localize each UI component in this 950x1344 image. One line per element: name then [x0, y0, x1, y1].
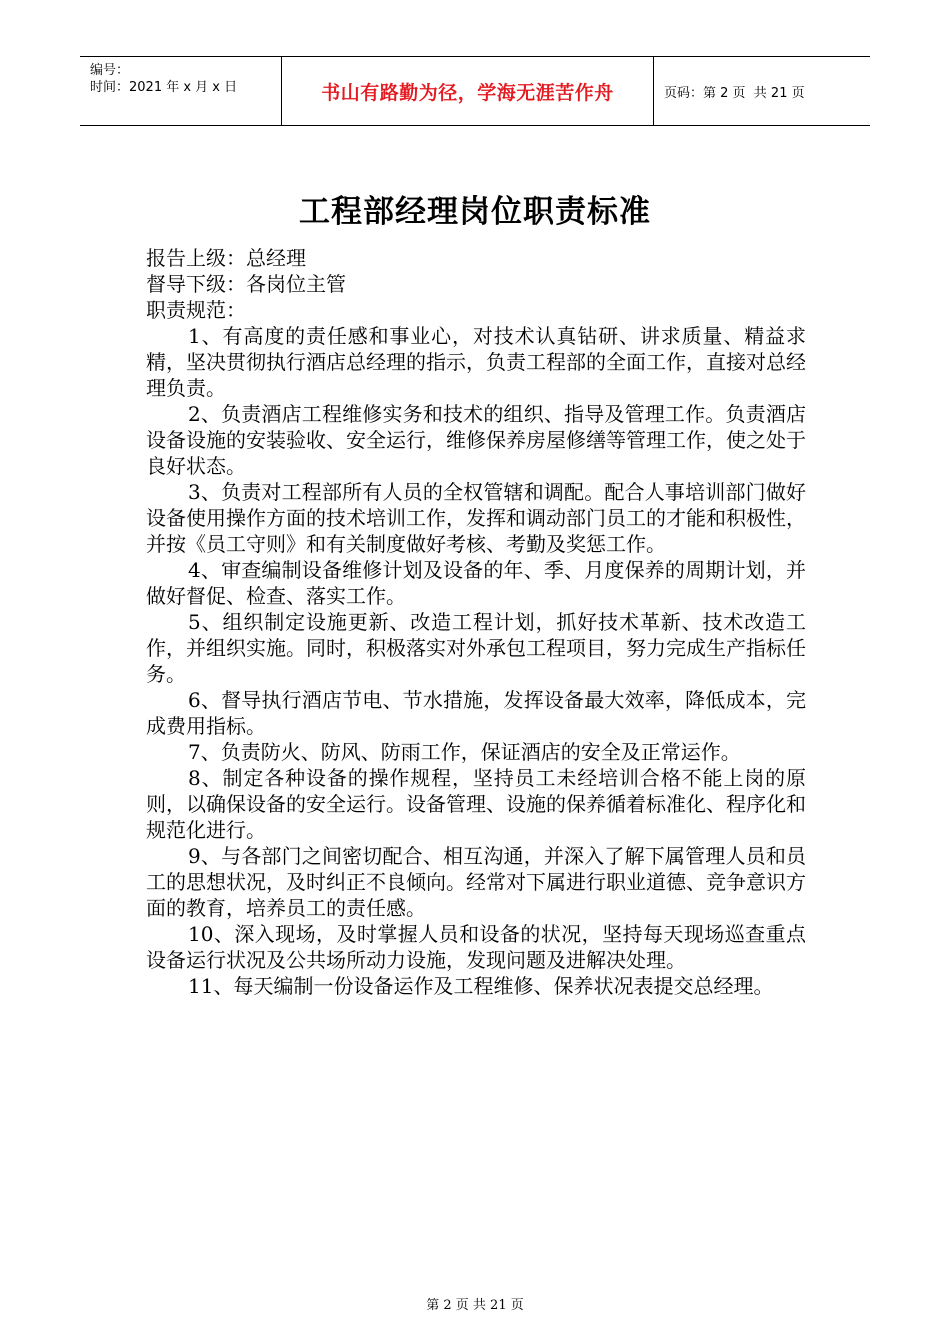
time-label: 时间：2021 年 x 月 x 日 [90, 80, 238, 95]
duty-item: 11、每天编制一份设备运作及工程维修、保养状况表提交总经理。 [188, 974, 774, 998]
duty-item: 3、负责对工程部所有人员的全权管辖和调配。配合人事培训部门做好设备使用操作方面的技术培训工作，发挥和调动部门员工的才能和积极性，并按《员工守则》和有关制度做好考核、考勤及奖惩工作。 [146, 480, 806, 556]
document-body [146, 245, 806, 999]
duty-item: 10、深入现场，及时掌握人员和设备的状况，坚持每天现场巡查重点设备运行状况及公共场所动力设施，发现问题及进解决处理。 [146, 922, 806, 972]
supervise-line: 督导下级：各岗位主管 [146, 272, 346, 296]
duty-item: 5、组织制定设施更新、改造工程计划，抓好技术革新、技术改造工作，并组织实施。同时，积极落实对外承包工程项目，努力完成生产指标任务。 [146, 610, 806, 686]
duty-item: 6、督导执行酒店节电、节水措施，发挥设备最大效率，降低成本，完成费用指标。 [146, 688, 806, 738]
motto-text: 书山有路勤为径，学海无涯苦作舟 [321, 81, 614, 104]
report-to-line: 报告上级：总经理 [146, 246, 306, 270]
page-footer [0, 1294, 950, 1313]
header-motto-cell [282, 57, 654, 125]
duty-item: 7、负责防火、防风、防雨工作，保证酒店的安全及正常运作。 [188, 740, 741, 764]
duties-heading: 职责规范： [146, 298, 246, 322]
duty-item: 1、有高度的责任感和事业心，对技术认真钻研、讲求质量、精益求精，坚决贯彻执行酒店总经理的指示，负责工程部的全面工作，直接对总经理负责。 [146, 324, 806, 400]
header-page-info: 页码：第 2 页 共 21 页 [664, 85, 805, 101]
duty-item: 2、负责酒店工程维修实务和技术的组织、指导及管理工作。负责酒店设备设施的安装验收、安全运行，维修保养房屋修缮等管理工作，使之处于良好状态。 [146, 402, 806, 478]
footer-page-number: 第 2 页 共 21 页 [426, 1298, 524, 1313]
header-meta-cell [80, 57, 282, 125]
number-label: 编号： [90, 63, 130, 78]
duty-item: 4、审查编制设备维修计划及设备的年、季、月度保养的周期计划，并做好督促、检查、落实工作。 [146, 558, 806, 608]
header-page-cell [654, 57, 870, 125]
duty-item: 9、与各部门之间密切配合、相互沟通，并深入了解下属管理人员和员工的思想状况，及时纠正不良倾向。经常对下属进行职业道德、竞争意识方面的教育，培养员工的责任感。 [146, 844, 806, 920]
duty-item: 8、制定各种设备的操作规程，坚持员工未经培训合格不能上岗的原则，以确保设备的安全运行。设备管理、设施的保养循着标准化、程序化和规范化进行。 [146, 766, 806, 842]
document-title: 工程部经理岗位职责标准 [299, 194, 651, 230]
page-header [80, 56, 870, 126]
